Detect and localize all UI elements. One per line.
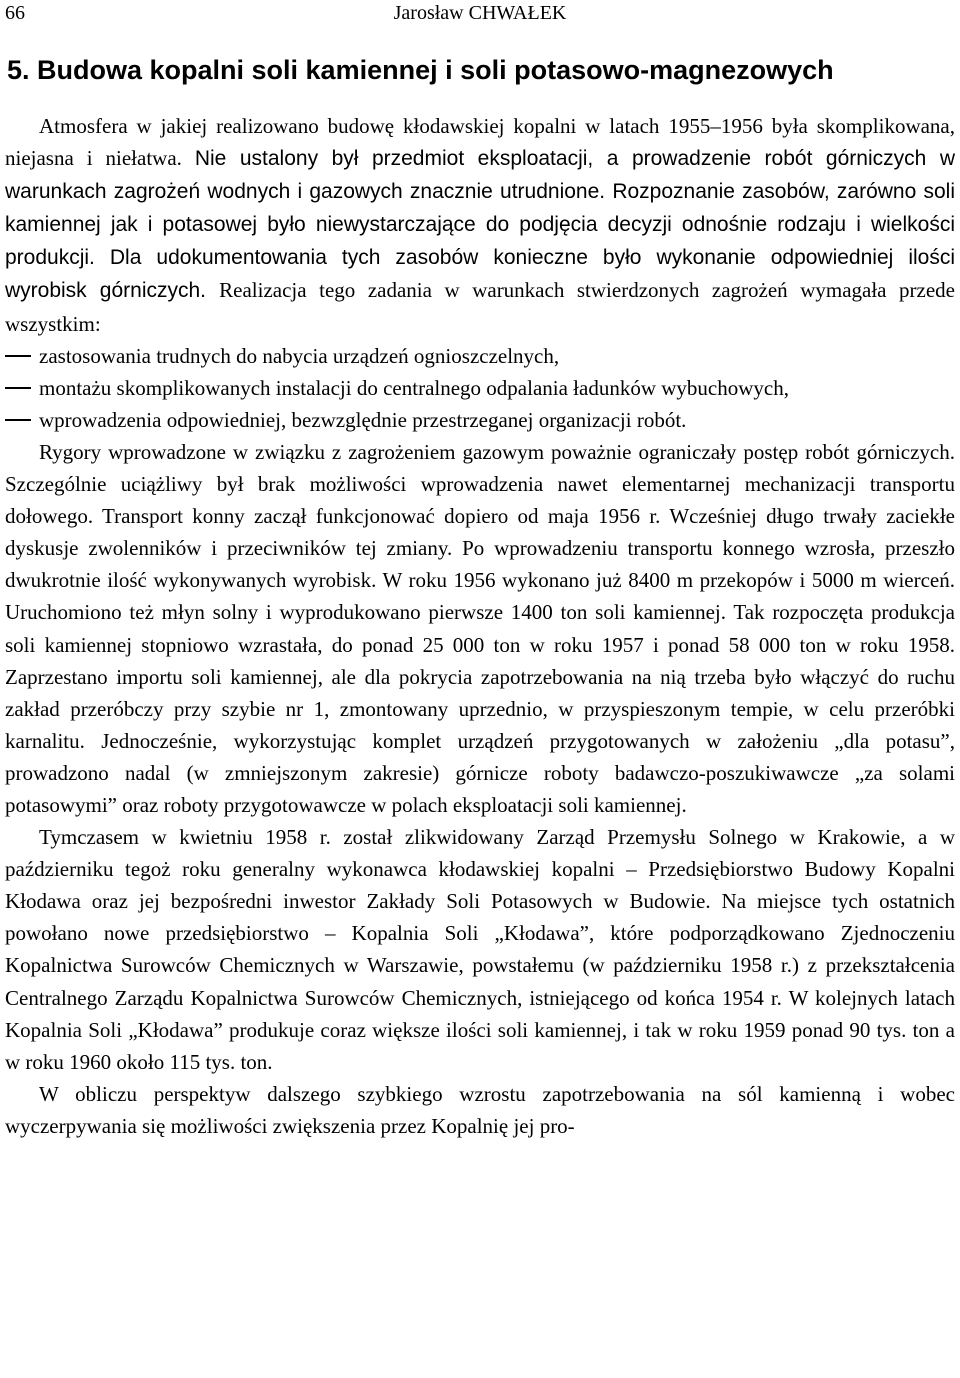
paragraph-1-part-b: Nie ustalony był przedmiot eksploatacji, a prowadzenie robót górniczych w warunkach zagrożeń wodnych i gazowych znacznie utrudnione. Rozpoznanie zasobów, zarówno soli kamiennej jak i potasowej było niewystarczające do podjęcia decyzji odnośnie rodzaju i wielkości produkcji. Dla udokumentowania tych zasobów konieczne było wykonanie odpowiedniej ilości wyrobisk górniczych. xyxy=(5,147,955,303)
running-author: Jarosław CHWAŁEK xyxy=(393,2,567,24)
body-text xyxy=(5,110,955,1142)
paragraph-2: Rygory wprowadzone w związku z zagrożeniem gazowym poważnie ograniczały postęp robót górniczych. Szczególnie uciążliwy był brak możliwości wprowadzenia nawet elementarnej mechanizacji transportu dołowego. Transport konny zaczął funkcjonować dopiero od maja 1956 r. Wcześniej długo trwały zaciekłe dyskusje zwolenników i przeciwników tej zmiany. Po wprowadzeniu transportu konnego wzrosła, przeszło dwukrotnie ilość wykonywanych wyrobisk. W roku 1956 wykonano już 8400 m przekopów i 5000 m wierceń. Uruchomiono też młyn solny i wyprodukowano pierwsze 1400 ton soli kamiennej. Tak rozpoczęta produkcja soli kamiennej stopniowo wzrastała, do ponad 25 000 ton w roku 1957 i ponad 58 000 ton w roku 1958. Zaprzestano importu soli kamiennej, ale dla pokrycia zapotrzebowania na nią trzeba było włączyć do ruchu zakład przeróbczy przy szybie nr 1, zmontowany uprzednio, w przyspieszonym tempie, w celu przeróbki karnalitu. Jednocześnie, wykorzystując komplet urządzeń przygotowanych w założeniu „dla potasu”, prowadzono nadal (w zmniejszonym zakresie) górnicze roboty badawczo-poszukiwawcze „za solami potasowymi” oraz roboty przygotowawcze w polach eksploatacji soli kamiennej. xyxy=(5,439,955,817)
running-header xyxy=(5,0,955,26)
list-item xyxy=(5,404,955,436)
list-item-text: wprowadzenia odpowiedniej, bezwzględnie przestrzeganej organizacji robót. xyxy=(39,407,687,432)
paragraph-1 xyxy=(5,110,955,340)
requirements-list xyxy=(5,340,955,436)
document-page xyxy=(5,0,955,1142)
paragraph-3: Tymczasem w kwietniu 1958 r. został zlikwidowany Zarząd Przemysłu Solnego w Krakowie, a w październiku tegoż roku generalny wykonawca kłodawskiej kopalni – Przedsiębiorstwo Budowy Kopalni Kłodawa oraz jej bezpośredni inwestor Zakłady Soli Potasowych w Budowie. Na miejsce tych ostatnich powołano nowe przedsiębiorstwo – Kopalnia Soli „Kłodawa”, które podporządkowano Zjednoczeniu Kopalnictwa Surowców Chemicznych w Warszawie, powstałemu (w październiku 1958 r.) z przekształcenia Centralnego Zarządu Kopalnictwa Surowców Chemicznych, istniejącego od końca 1954 r. W kolejnych latach Kopalnia Soli „Kłodawa” produkuje coraz większe ilości soli kamiennej, i tak w roku 1959 ponad 90 tys. ton a w roku 1960 około 115 tys. ton. xyxy=(5,825,955,1074)
paragraph-1-part-c: Realizacja tego zadania w warunkach stwierdzonych zagrożeń wymagała przede wszystkim: xyxy=(5,278,955,336)
list-item-text: montażu skomplikowanych instalacji do centralnego odpalania ładunków wybuchowych, xyxy=(39,375,789,400)
page-number: 66 xyxy=(5,2,25,24)
list-item-text: zastosowania trudnych do nabycia urządzeń ognioszczelnych, xyxy=(39,343,560,368)
paragraph-4: W obliczu perspektyw dalszego szybkiego wzrostu zapotrzebowania na sól kamienną i wobec wyczerpywania się możliwości zwiększenia przez Kopalnię jej pro- xyxy=(5,1081,955,1138)
section-title: 5. Budowa kopalni soli kamiennej i soli potasowo-magnezowych xyxy=(7,55,834,85)
list-item xyxy=(5,372,955,404)
paragraph-1-part-a: Atmosfera w jakiej realizowano budowę kłodawskiej kopalni w latach 1955–1956 była skomplikowana, niejasna i niełatwa. xyxy=(5,114,955,171)
list-item xyxy=(5,340,955,372)
dash-bullet-icon xyxy=(5,419,31,421)
dash-bullet-icon xyxy=(5,355,31,357)
dash-bullet-icon xyxy=(5,387,31,389)
